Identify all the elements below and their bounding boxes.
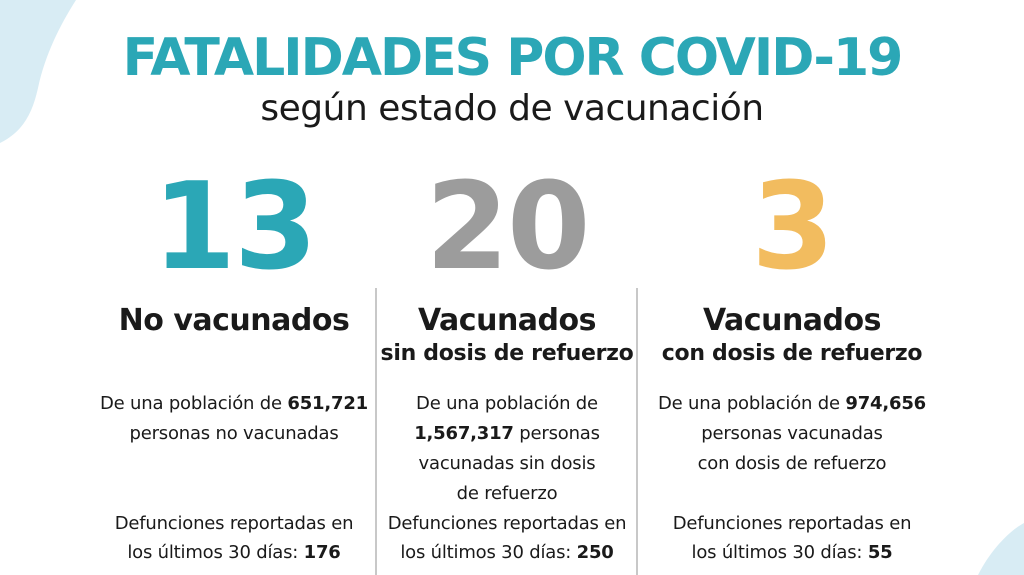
text-line: vacunadas sin dosis xyxy=(418,453,596,474)
column-label-block xyxy=(662,303,922,375)
text-line: de refuerzo xyxy=(456,483,558,504)
column-divider xyxy=(375,288,377,575)
page-title: FATALIDADES POR COVID-19 xyxy=(122,28,902,88)
fatality-count-sin-refuerzo: 20 xyxy=(425,158,589,297)
column-label: Vacunados xyxy=(417,303,596,338)
text-line: personas vacunadas xyxy=(701,423,883,444)
column-vacunados-sin-refuerzo xyxy=(377,158,637,575)
column-label-block xyxy=(381,303,634,375)
text-line: los últimos 30 días: 176 xyxy=(127,542,341,563)
fatality-count-no-vacunados: 13 xyxy=(152,158,316,297)
population-text xyxy=(100,389,368,449)
column-label-block xyxy=(119,303,350,375)
text-line: De una población de xyxy=(416,393,598,414)
text-line: con dosis de refuerzo xyxy=(697,453,887,474)
column-label: No vacunados xyxy=(118,303,350,338)
population-text xyxy=(414,389,600,509)
page-subtitle: según estado de vacunación xyxy=(260,88,764,130)
text-line: De una población de 974,656 xyxy=(658,393,926,414)
corner-wave-bottom-right-decoration xyxy=(964,515,1024,575)
column-sublabel: con dosis de refuerzo xyxy=(661,341,923,366)
deaths-30d-text xyxy=(673,509,912,567)
text-line: 1,567,317 personas xyxy=(414,423,600,444)
text-line: Defunciones reportadas en xyxy=(387,513,627,534)
population-text xyxy=(658,389,926,479)
text-line: los últimos 30 días: 55 xyxy=(691,542,893,563)
column-sublabel: sin dosis de refuerzo xyxy=(380,341,634,366)
column-vacunados-con-refuerzo xyxy=(632,158,952,575)
text-line: De una población de 651,721 xyxy=(100,393,368,414)
deaths-30d-text xyxy=(388,509,627,567)
text-line: personas no vacunadas xyxy=(129,423,339,444)
column-label: Vacunados xyxy=(702,303,881,338)
deaths-30d-text xyxy=(115,509,354,567)
corner-wave-shape xyxy=(978,523,1024,575)
fatality-count-con-refuerzo: 3 xyxy=(751,158,833,297)
text-line: los últimos 30 días: 250 xyxy=(400,542,614,563)
column-no-vacunados xyxy=(74,158,394,575)
text-line: Defunciones reportadas en xyxy=(672,513,912,534)
header xyxy=(10,30,1014,129)
text-line: Defunciones reportadas en xyxy=(114,513,354,534)
column-divider xyxy=(636,288,638,575)
